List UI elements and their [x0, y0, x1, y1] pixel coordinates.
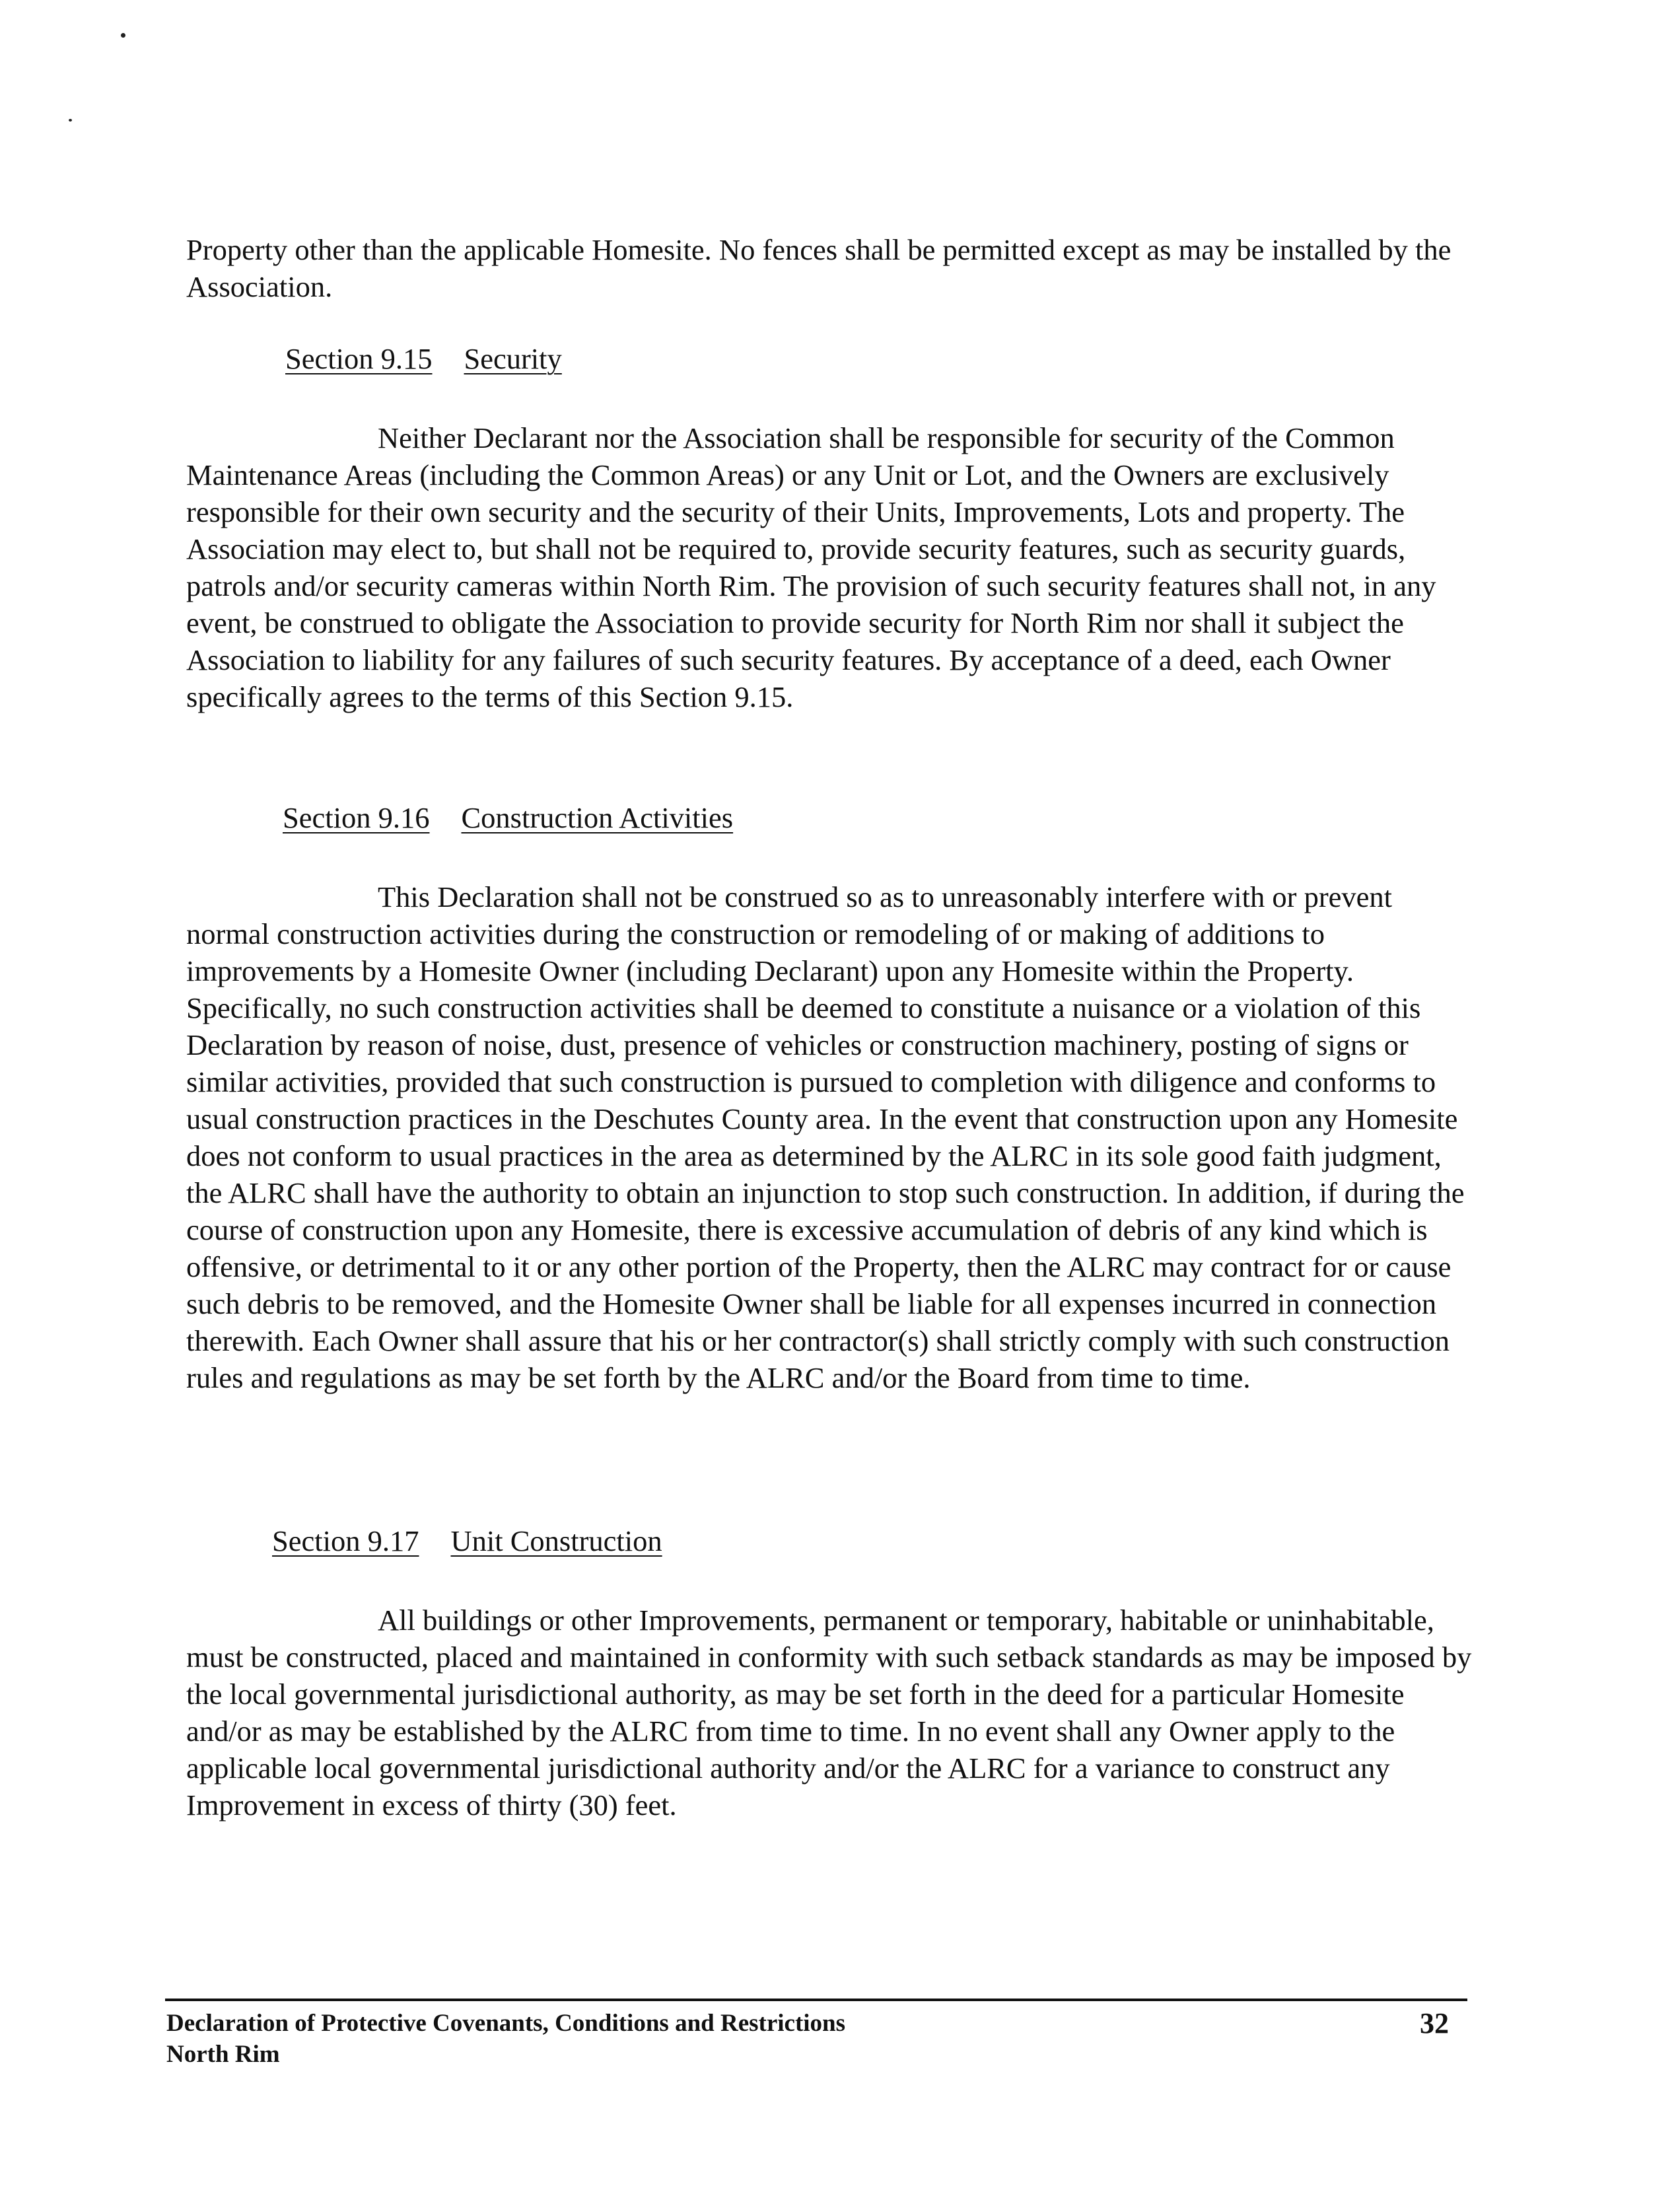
footer-title-line-2: North Rim — [166, 2041, 280, 2068]
section-body-9-15: Neither Declarant nor the Association shall be responsible for security of the Common Maintenance Areas (including the Common Areas) or any Unit or Lot, and the Owners are exclusively responsible for their own security and the security of their Units, Improvements, Lots and property. The Association may elect to, but shall not be required to, provide security features, such as security guards, patrols and/or security cameras within North Rim. The provision of such security features shall not, in any event, be construed to obligate the Association to provide security for North Rim nor shall it subject the Association to liability for any failures of such security features. By acceptance of a deed, each Owner specifically agrees to the terms of this Section 9.15. — [186, 421, 1436, 713]
footer-title-line-1: Declaration of Protective Covenants, Conditions and Restrictions — [166, 2010, 846, 2037]
section-heading-9-17 — [272, 1522, 662, 1559]
section-number: Section 9.17 — [272, 1524, 419, 1557]
footer-title — [166, 2008, 845, 2070]
section-number: Section 9.15 — [285, 342, 433, 375]
intro-paragraph: Property other than the applicable Homesite. No fences shall be permitted except as may be installed by the Association. — [186, 233, 1452, 303]
section-heading-9-15 — [285, 340, 562, 377]
section-title: Construction Activities — [461, 801, 734, 834]
section-body-9-16: This Declaration shall not be construed so as to unreasonably interfere with or prevent normal construction activities during the construction or remodeling of or making of additions to improvements by a Homesite Owner (including Declarant) upon any Homesite within the Property. Specifically, no such construction activities shall be deemed to constitute a nuisance or a violation of this Declaration by reason of noise, dust, presence of vehicles or construction machinery, posting of signs or similar activities, provided that such construction is pursued to completion with diligence and conforms to usual construction practices in the Deschutes County area. In the event that construction upon any Homesite does not conform to usual practices in the area as determined by the ALRC in its sole good faith judgment, the ALRC shall have the authority to obtain an injunction to stop such construction. In addition, if during the course of construction upon any Homesite, there is excessive accumulation of debris of any kind which is offensive, or detrimental to it or any other portion of the Property, then the ALRC may contract for or cause such debris to be removed, and the Homesite Owner shall be liable for all expenses incurred in connection therewith. Each Owner shall assure that his or her contractor(s) shall strictly comply with such construction rules and regulations as may be set forth by the ALRC and/or the Board from time to time. — [186, 880, 1465, 1394]
section-number: Section 9.16 — [283, 801, 430, 834]
scan-speck — [121, 33, 125, 38]
scan-speck — [69, 119, 72, 122]
page-number: 32 — [1420, 2007, 1449, 2039]
footer-divider — [165, 1999, 1467, 2001]
section-title: Security — [464, 342, 562, 375]
section-body-9-17: All buildings or other Improvements, permanent or temporary, habitable or uninhabitable, must be constructed, placed and maintained in conformity with such setback standards as may be imposed by the local governmental jurisdictional authority, as may be set forth in the deed for a particular Homesite and/or as may be established by the ALRC from time to time. In no event shall any Owner apply to the applicable local governmental jurisdictional authority and/or the ALRC for a variance to construct any Improvement in excess of thirty (30) feet. — [186, 1604, 1472, 1822]
section-heading-9-16 — [283, 799, 733, 836]
section-title: Unit Construction — [450, 1524, 662, 1557]
